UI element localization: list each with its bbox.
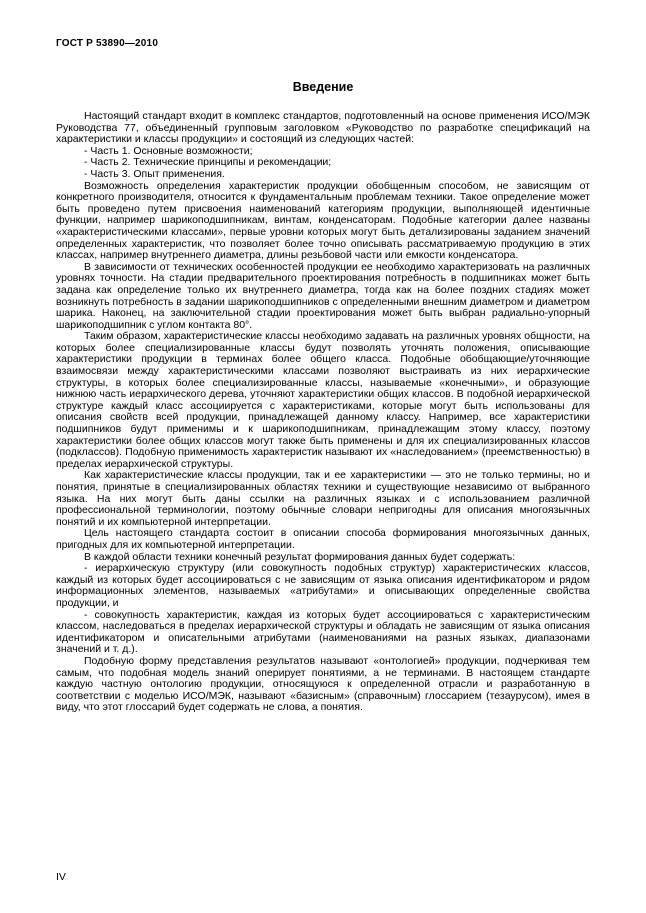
document-body [56,111,590,714]
paragraph: В зависимости от технических особенностей продукции ее необходимо характеризовать на различных уровнях точности. На стадии предварительного проектирования потребность в подшипниках может быть задана как определение только их внутреннего диаметра, тогда как на более поздних стадиях может возникнуть потребность в задании шарикоподшипников с определенными внешним диаметром и диаметром шарика. Наконец, на заключительной стадии проектирования может быть выбран радиально-упорный шарикоподшипник с углом контакта 80°. [56,260,590,331]
paragraph: Таким образом, характеристические классы необходимо задавать на различных уровнях общности, на которых более специализированные классы будут позволять уточнять положения, описывающие характеристики продукции в терминах более общего класса. Подобные обобщающие/уточняющие взаимосвязи между характеристическими классами позволяют выстраивать из них иерархические структуры, в которых более специализированные классы, называемые «конечными», и образующие нижнюю часть иерархического дерева, уточняют характеристики общих классов. В подобной иерархической структуре каждый класс ассоциируется с характеристиками, которые могут быть использованы для описания свойств всей продукции, принадлежащей данному классу. Например, все характеристики подшипников будут применимы и к шарикоподшипникам, принадлежащим этому классу, поэтому характеристики более общих классов могут также быть применены и для их специализированных классов (подклассов). Подобную применимость характеристик называют их «наследованием» (преемственностью) в пределах иерархической структуры. [56,330,590,470]
paragraph: Как характеристические классы продукции, так и ее характеристики — это не только термины, но и понятия, принятые в специализированных областях техники и существующие независимо от выбранного языка. На них могут быть даны ссылки на различных языках и с использованием различной профессиональной терминологии, поэтому обычные словари непригодны для описания многоязычных понятий и их компьютерной интерпретации. [56,469,590,528]
list-paragraph: - иерархическую структуру (или совокупность подобных структур) характеристических классов, каждый из которых будет ассоциироваться с не зависящим от языка описания идентификатором и рядом информационных элементов, называемых «атрибутами» и описывающих определенные свойства продукции, и [56,562,590,609]
paragraph: Подобную форму представления результатов называют «онтологией» продукции, подчеркивая тем самым, что подобная модель знаний оперирует понятиями, а не терминами. В настоящем стандарте каждую частную онтологию продукции, относящуюся к определенной отрасли и разработанную в соответствии с моделью ИСО/МЭК, называют «базисным» (справочным) глоссарием (тезаурусом), имея в виду, что этот глоссарий будет содержать не слова, а понятия. [56,654,590,714]
paragraph: Возможность определения характеристик продукции обобщенным способом, не зависящим от конкретного производителя, относится к фундаментальным проблемам техники. Такое определение может быть проведено путем присвоения наименований категориям продукции, выполняющей идентичные функции, например шарикоподшипникам, винтам, конденсаторам. Подобные категории далее названы «характеристическими классами», первые уровни которых могут быть детализированы заданием значений определенных характеристик, что позволяет более точно описывать рассматриваемую продукцию в этих классах, например внутреннего диаметра, длины резьбовой части или емкости конденсатора. [56,179,590,262]
paragraph: Настоящий стандарт входит в комплекс стандартов, подготовленный на основе применения ИСО/МЭК Руководства 77, объединенный групповым заголовком «Руководство по разработке спецификаций на характеристики и классы продукции» и состоящий из следующих частей: [56,110,590,146]
document-code: ГОСТ Р 53890—2010 [56,38,159,49]
list-item: - Часть 3. Опыт применения. [84,167,225,180]
list-paragraph: - совокупность характеристик, каждая из которых будет ассоциироваться с характеристическим классом, наследоваться в пределах иерархической структуры и обладать не зависящим от языка описания идентификатором и описательными атрибутами (наименованиями на разных языках, диапазонами значений и т. д.). [56,608,590,656]
paragraph: Цель настоящего стандарта состоит в описании способа формирования многоязычных данных, пригодных для их компьютерной интерпретации. [56,527,590,551]
list-item: - Часть 1. Основные возможности; [84,144,253,157]
paragraph: В каждой области техники конечный результат формирования данных будет содержать: [84,550,516,563]
page-title: Введение [292,80,354,94]
list-item: - Часть 2. Технические принципы и рекомендации; [84,156,332,169]
page-number: IV [56,871,66,883]
